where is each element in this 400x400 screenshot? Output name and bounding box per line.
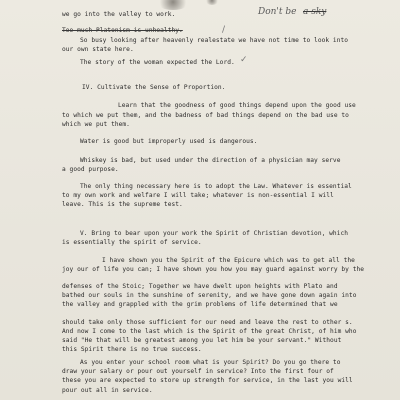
text-line: should take only those sufficient for our need and leave the rest to other s.: [62, 319, 353, 326]
handwritten-note: Don't be: [258, 7, 297, 17]
text-line: draw your salary or pour out yourself in service? Into the first four of: [62, 368, 334, 375]
text-line: As you enter your school room what is your Spirit? Do you go there to: [80, 359, 341, 366]
text-line: The only thing necessary here is to adopt the Law. Whatever is essential: [80, 183, 352, 190]
text-line: Learn that the goodness of good things depend upon the good use: [118, 102, 356, 109]
text-line: said "He that will be greatest among you let him be your servant." Without: [62, 337, 342, 344]
text-line: these you are expected to store up strength for service, in the last you will: [62, 377, 353, 384]
text-line: to which we put them, and the badness of bad things depend on the bad use to: [62, 112, 349, 119]
text-line: And now I come to the last which is the Spirit of the great Christ, of him who: [62, 328, 357, 335]
text-line: pour out all in service.: [62, 387, 153, 394]
text-line: The story of the woman expected the Lord.: [80, 59, 235, 66]
ink-smudge-top-small: [205, 0, 219, 5]
ink-smudge-top: [156, 0, 190, 10]
pencil-caret-mark: /: [222, 25, 226, 35]
text-line: to my own work and welfare I will take; whatever is non-essential I will: [62, 192, 334, 199]
text-line: So busy looking after heavenly realestate we have not time to look into: [80, 37, 349, 44]
section-heading: IV. Cultivate the Sense of Proportion.: [82, 84, 226, 91]
text-line: our own state here.: [62, 46, 134, 53]
handwritten-struck-word: a sky: [303, 7, 327, 17]
text-line: a good purpose.: [62, 166, 119, 173]
text-line: bathed our souls in the sunshine of serenity, and we have gone down again into: [62, 292, 357, 299]
text-line: which we put them.: [62, 121, 130, 128]
text-line: this Spirit there is no true success.: [62, 346, 202, 353]
text-line: the valley and grappled with the grim problems of life determined that we: [62, 301, 338, 308]
text-line: I have shown you the Spirit of the Epicure which was to get all the: [102, 257, 355, 264]
text-line: is essentially the spirit of service.: [62, 239, 202, 246]
text-line: joy our of life you can; I have shown you how you may guard against worry by the: [62, 266, 365, 273]
text-line: we go into the valley to work.: [62, 11, 176, 18]
text-line: Whiskey is bad, but used under the direction of a physician may serve: [80, 157, 341, 164]
text-line: leave. This is the supreme test.: [62, 201, 183, 208]
pencil-check-mark: ✓: [240, 55, 248, 65]
text-line: defenses of the Stoic; Together we have dwelt upon heights with Plato and: [62, 283, 338, 290]
text-line: Water is good but improperly used is dangerous.: [80, 138, 258, 145]
section-heading: V. Bring to bear upon your work the Spirit of Christian devotion, which: [80, 230, 349, 237]
struck-text-line: Too much Platonism is unhealthy.: [62, 27, 183, 34]
